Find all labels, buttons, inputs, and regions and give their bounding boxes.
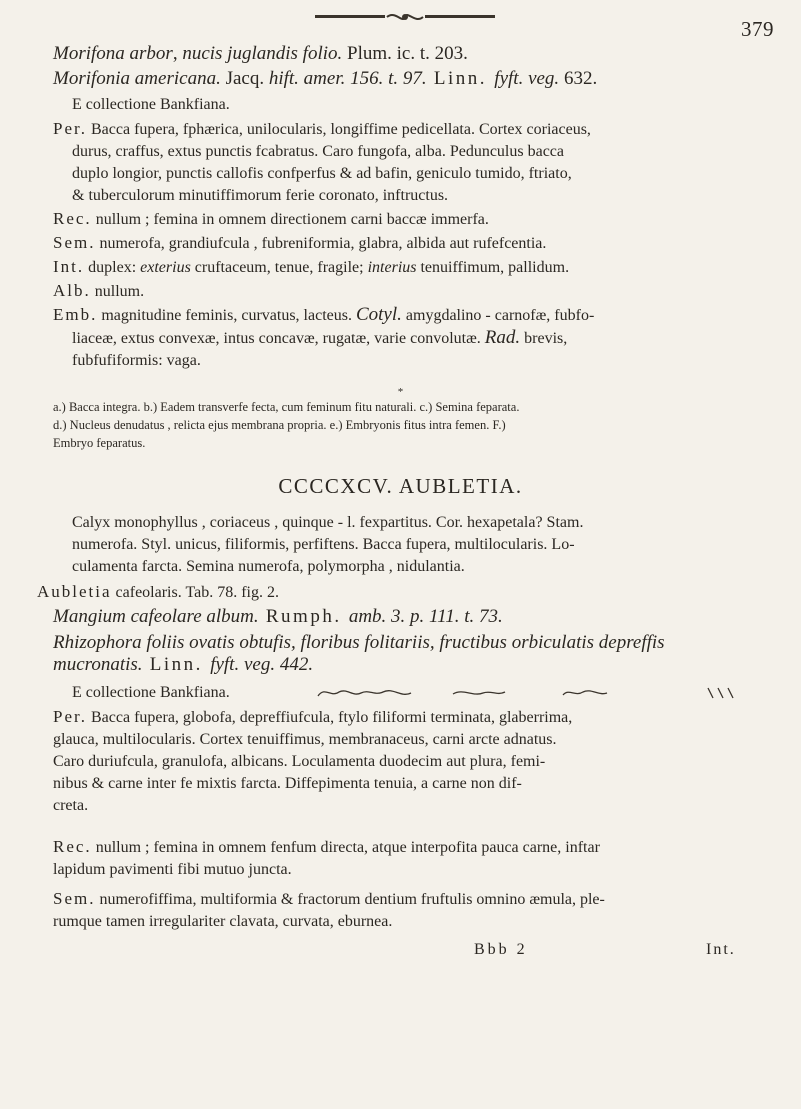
embryo-para: Emb. magnitudine feminis, curvatus, lacteus. Cotyl. amygdalino - carnofæ, fubfo- liaceæ, extus convexæ, intus concavæ, rugatæ, varie convolutæ. Rad. brevis, fubfufiformis: vaga. <box>53 304 595 369</box>
synonym-line-1: Morifona arbor, nucis juglandis folio. Plum. ic. t. 203. <box>53 43 468 64</box>
synonym-line-2: Morifonia americana. Jacq. hift. amer. 156. t. 97. Linn. fyft. veg. 632. <box>53 68 598 89</box>
semina-para-2: Sem. numerofiffima, multiformia & fractorum dentium fruftulis omnino æmula, ple- rumque tamen irregulariter clavata, curvata, eburnea. <box>53 889 605 930</box>
integument-line: Int. duplex: exterius cruftaceum, tenue, fragile; interius tenuiffimum, pallidum. <box>53 257 570 276</box>
handwritten-annotation <box>313 684 753 700</box>
receptacle-para-2: Rec. nullum ; femina in omnem fenfum directa, atque interpofita pauca carne, inftar lapidum pavimenti fibi mutuo juncta. <box>53 837 600 878</box>
collection-line-2: E collectione Bankfiana. <box>72 684 230 701</box>
caption-star: * <box>397 386 404 398</box>
pericarp-para: Per. Bacca fupera, fphærica, unilocularis, longiffime pedicellata. Cortex coriaceus, durus, craffus, extus punctis fcabratus. Caro fungofa, alba. Pedunculus bacca duplo longior, punctis callofis confperfus & ad bafin, geniculo tumido, ftriato, & tuberculorum minutiffimorum ferie coronato, inftructus. <box>53 119 591 204</box>
figure-caption: a.) Bacca integra. b.) Eadem transverfe fecta, cum feminum fitu naturali. c.) Semina feparata. d.) Nucleus denudatus , relicta ejus membrana propria. e.) Embryonis fitus intra femen. F.) Embryo feparatus. <box>53 400 520 450</box>
header-ornament <box>315 10 495 24</box>
species-heading: Aubletia cafeolaris. Tab. 78. fig. 2. <box>37 582 279 601</box>
synonym-rhizophora: Rhizophora foliis ovatis obtufis, floribus folitariis, fructibus orbiculatis depreffis mucronatis. Linn. fyft. veg. 442. <box>53 632 665 675</box>
genus-description: Calyx monophyllus , coriaceus , quinque - l. fexpartitus. Cor. hexapetala? Stam. numerofa. Styl. unicus, filiformis, perfiftens. Bacca fupera, multilocularis. Lo- culamenta farcta. Semina numerofa, polymorpha , nidulantia. <box>72 514 584 575</box>
collection-line: E collectione Bankfiana. <box>72 96 230 113</box>
section-title: CCCCXCV. AUBLETIA. <box>278 474 523 498</box>
semina-line: Sem. numerofa, grandiufcula , fubreniformia, glabra, albida aut rufefcentia. <box>53 233 547 252</box>
synonym-mangium: Mangium cafeolare album. Rumph. amb. 3. p. 111. t. 73. <box>53 606 503 627</box>
receptacle-line: Rec. nullum ; femina in omnem directionem carni baccæ immerfa. <box>53 209 489 228</box>
signature-mark: Bbb 2 <box>474 941 528 958</box>
albumen-line: Alb. nullum. <box>53 281 145 300</box>
pericarp-para-2: Per. Bacca fupera, globofa, depreffiufcula, ftylo filiformi terminata, glaberrima, glauca, multilocularis. Cortex tenuiffimus, membranaceus, carni arcte adnatus. Caro duriufcula, granulofa, albicans. Loculamenta duodecim aut plura, femi- nibus & carne inter fe mixtis farcta. Diffepimenta tenuia, a carne non dif- creta. <box>53 707 573 814</box>
catchword: Int. <box>706 941 736 958</box>
page-number: 379 <box>741 17 774 41</box>
